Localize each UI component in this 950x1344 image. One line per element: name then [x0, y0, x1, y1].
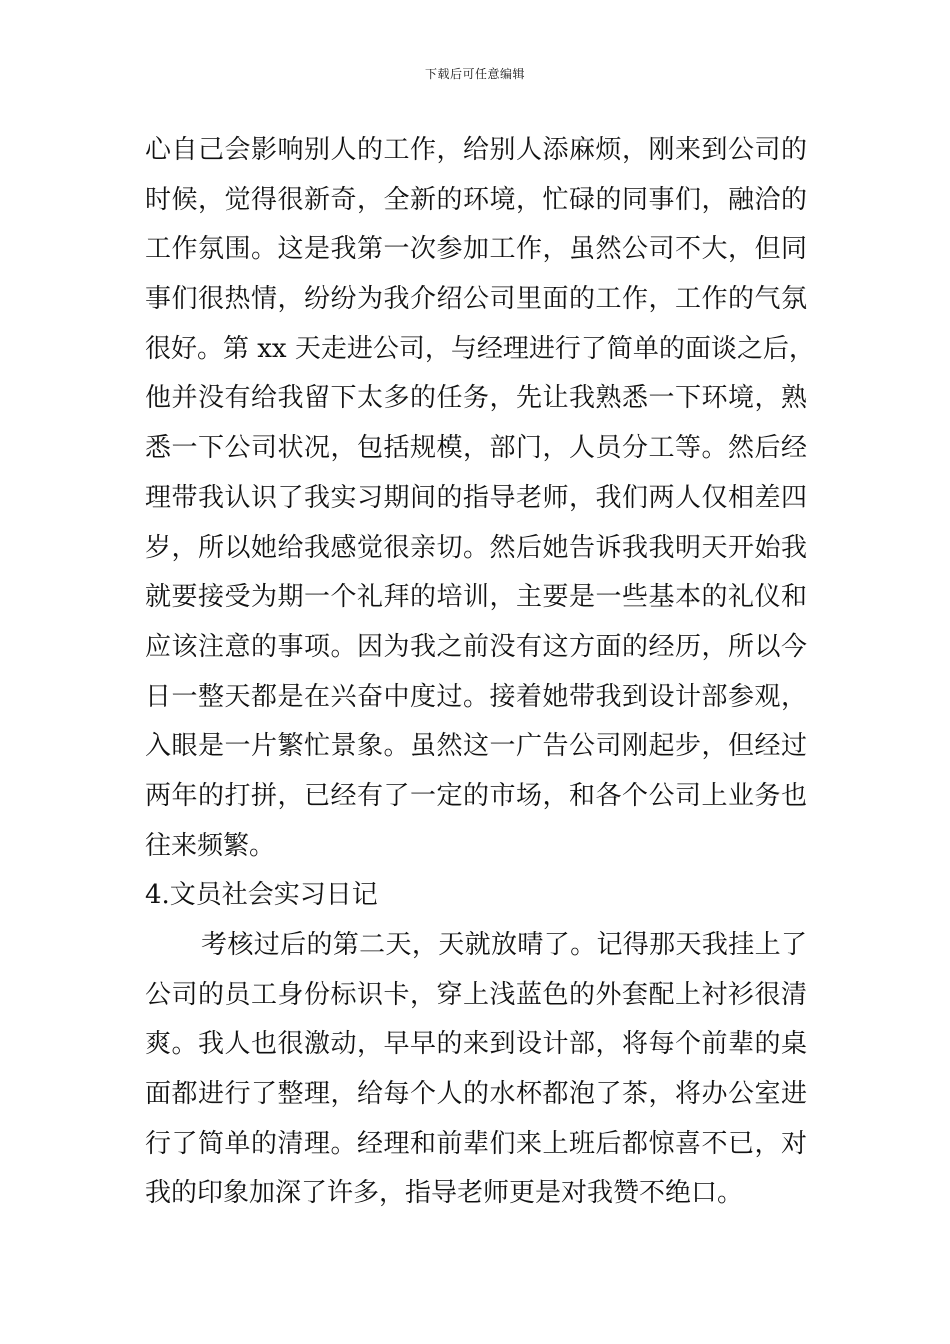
text-line: 就要接受为期一个礼拜的培训，主要是一些基本的礼仪和 — [145, 582, 807, 613]
text-line: 我的印象加深了许多，指导老师更是对我赞不绝口。 — [145, 1178, 744, 1209]
text-line: 理带我认识了我实习期间的指导老师，我们两人仅相差四 — [145, 482, 807, 513]
text-line: 事们很热情，纷纷为我介绍公司里面的工作，工作的气氛 — [145, 284, 807, 315]
section-heading: 4.文员社会实习日记 — [145, 880, 378, 911]
document-body — [145, 126, 815, 1219]
text-line: 入眼是一片繁忙景象。虽然这一广告公司刚起步，但经过 — [145, 731, 807, 762]
text-line: 日一整天都是在兴奋中度过。接着她带我到设计部参观， — [145, 681, 807, 712]
text-line: 岁，所以她给我感觉很亲切。然后她告诉我我明天开始我 — [145, 532, 807, 563]
text-line: 心自己会影响别人的工作，给别人添麻烦，刚来到公司的 — [145, 135, 807, 165]
text-line: 悉一下公司状况，包括规模，部门，人员分工等。然后经 — [145, 433, 807, 464]
text-line: 两年的打拼，已经有了一定的市场，和各个公司上业务也 — [145, 780, 807, 811]
page-header: 下载后可任意编辑 — [424, 67, 525, 81]
text-line: 往来频繁。 — [145, 830, 276, 861]
text-line: 应该注意的事项。因为我之前没有这方面的经历，所以今 — [145, 631, 807, 662]
text-line: 行了简单的清理。经理和前辈们来上班后都惊喜不已，对 — [145, 1128, 807, 1159]
text-line: 面都进行了整理，给每个人的水杯都泡了茶，将办公室进 — [145, 1079, 807, 1110]
text-line: 爽。我人也很激动，早早的来到设计部，将每个前辈的桌 — [145, 1029, 807, 1060]
text-line: 公司的员工身份标识卡，穿上浅蓝色的外套配上衬衫很清 — [145, 979, 807, 1010]
text-line: 考核过后的第二天，天就放晴了。记得那天我挂上了 — [201, 930, 807, 960]
text-line: 时候，觉得很新奇，全新的环境，忙碌的同事们，融洽的 — [145, 184, 807, 215]
text-line: 工作氛围。这是我第一次参加工作，虽然公司不大，但同 — [145, 234, 807, 265]
text-line: 他并没有给我留下太多的任务，先让我熟悉一下环境，熟 — [145, 383, 807, 414]
text-line: 很好。第 xx 天走进公司，与经理进行了简单的面谈之后， — [145, 333, 815, 364]
